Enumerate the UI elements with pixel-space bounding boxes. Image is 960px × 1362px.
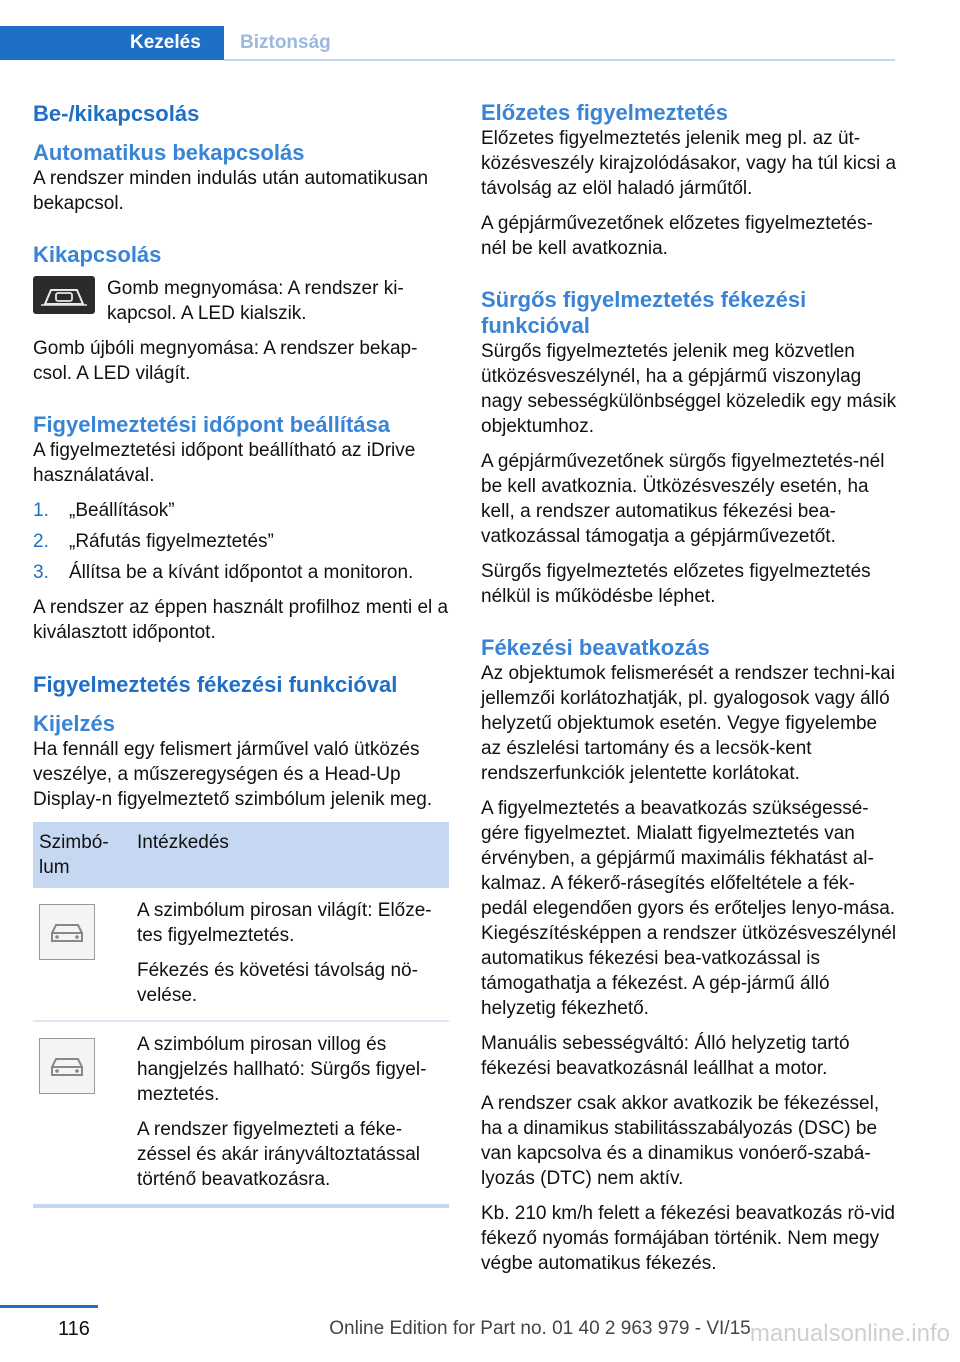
subtitle-pre-warning: Előzetes figyelmeztetés: [481, 100, 728, 125]
section-title-warning-braking: Figyelmeztetés fékezési funkcióval: [33, 672, 398, 697]
off-text: Gomb megnyomása: A rendszer ki-kapcsol. A LED kialszik.: [107, 278, 404, 324]
subtitle-off: Kikapcsolás: [33, 242, 162, 267]
urgent-text3: Sürgős figyelmeztetés előzetes figyelmeztetés nélkül is működésbe léphet.: [481, 561, 871, 607]
pre-warning-text1: Előzetes figyelmeztetés jelenik meg pl. az üt-közésveszély kirajzolódásakor, vagy ha túl kicsi a távolság az elöl haladó járműtől.: [481, 128, 897, 199]
right-column: [481, 100, 897, 1286]
button-description: [33, 276, 449, 326]
table-row: [33, 1021, 449, 1206]
collision-warning-button-icon: [33, 276, 95, 314]
steps-list: [33, 498, 449, 585]
subtitle-warning-time: Figyelmeztetési időpont beállítása: [33, 412, 390, 437]
symbol-table: [33, 822, 449, 1208]
row1-text1: A szimbólum pirosan világít: Előze-tes figyelmeztetés.: [137, 900, 432, 946]
list-item: 1. „Beállítások”: [33, 500, 175, 521]
subtitle-urgent-warning: Sürgős figyelmeztetés fékezési funkcióval: [481, 287, 807, 338]
col-symbol-header: Szimbó-lum: [33, 822, 131, 888]
brake-text3: Manuális sebességváltó: Álló helyzetig tartó fékezési beavatkozásnál leállhat a motor.: [481, 1033, 850, 1079]
section-title-on-off: Be-/kikapcsolás: [33, 101, 200, 126]
left-column: [33, 100, 449, 1208]
brake-text1: Az objektumok felismerését a rendszer techni-kai jellemzői korlátozhatják, pl. gyalogosok vagy álló helyzetű objektumok esetén. Vegye figyelembe az észlelési tartomány és a lecsök-kent rendszerfunkciók jelentette korlátokat.: [481, 663, 895, 784]
urgent-text2: A gépjárművezetőnek sürgős figyelmeztetés-nél be kell avatkoznia. Ütközésveszély esetén, ha kell, a rendszer automatikus fékezési bea-vatkozással támogatja a gépjárművezetőt.: [481, 451, 885, 547]
col-action-header: Intézkedés: [131, 822, 449, 888]
top-navigation: [0, 0, 960, 60]
list-item: 2. „Ráfutás figyelmeztetés”: [33, 531, 274, 552]
row2-text2: A rendszer figyelmezteti a féke-zéssel és akár irányváltoztatással történő beavatkozásra.: [137, 1119, 421, 1190]
pre-warning-text2: A gépjárművezetőnek előzetes figyelmeztetés-nél be kell avatkoznia.: [481, 213, 873, 259]
table-header-row: [33, 822, 449, 888]
on-text: Gomb újbóli megnyomása: A rendszer bekap-csol. A LED világít.: [33, 338, 418, 384]
car-warning-flashing-icon: [39, 1038, 95, 1094]
row1-text2: Fékezés és követési távolság nö-velése.: [137, 960, 418, 1006]
brake-text5: Kb. 210 km/h felett a fékezési beavatkozás rö-vid fékező nyomás formájában történik. Nem megy végbe automatikus fékezés.: [481, 1203, 895, 1274]
footer-accent-bar: [0, 1305, 98, 1308]
warning-time-text: A figyelmeztetési időpont beállítható az iDrive használatával.: [33, 440, 416, 486]
car-warning-icon: [39, 904, 95, 960]
table-row: [33, 888, 449, 1021]
page-number: 116: [58, 1318, 90, 1340]
row2-text1: A szimbólum pirosan villog és hangjelzés hallható: Sürgős figyel-meztetés.: [137, 1034, 427, 1105]
watermark: manualsonline.info: [749, 1320, 950, 1347]
display-text: Ha fennáll egy felismert járművel való ütközés veszélye, a műszeregységen és a Head-Up Display-n figyelmeztető szimbólum jelenik meg.: [33, 739, 433, 810]
urgent-text1: Sürgős figyelmeztetés jelenik meg közvetlen ütközésveszélynél, ha a gépjármű viszonylag nagy sebességkülönbséggel közeledik egy másik objektumhoz.: [481, 341, 897, 437]
brake-text2: A figyelmeztetés a beavatkozás szükségessé-gére figyelmeztet. Mialatt figyelmeztetés van érvényben, a gépjármű maximális fékhatást al-kalmaz. A fékerő-rásegítés előfeltétele a fék-pedál elegendően gyors és erőteljes lenyo-mása. Kiegészítésképpen a rendszer ütközésveszélynél automatikus fékezési bea-vatkozással is támogathatja a fékezést. A gép-jármű álló helyzetig fékezhető.: [481, 798, 897, 1019]
brake-text4: A rendszer csak akkor avatkozik be fékezéssel, ha a dinamikus stabilitásszabályozás (DSC) be van kapcsolva és a dinamikus vonóerő-szabá-lyozás (DTC) nem aktív.: [481, 1093, 880, 1189]
tab-kezeles[interactable]: Kezelés: [0, 26, 224, 60]
subtitle-auto-on: Automatikus bekapcsolás: [33, 140, 305, 165]
subtitle-display: Kijelzés: [33, 711, 115, 736]
auto-on-text: A rendszer minden indulás után automatikusan bekapcsol.: [33, 168, 429, 214]
tab-biztonsag[interactable]: Biztonság: [240, 32, 331, 53]
list-item: 3. Állítsa be a kívánt időpontot a monitoron.: [33, 562, 414, 583]
header-divider: [224, 59, 895, 61]
warning-time-after: A rendszer az éppen használt profilhoz menti el a kiválasztott időpontot.: [33, 597, 449, 643]
edition-text: Online Edition for Part no. 01 40 2 963 979 - VI/15: [329, 1318, 751, 1339]
subtitle-braking-intervention: Fékezési beavatkozás: [481, 635, 710, 660]
